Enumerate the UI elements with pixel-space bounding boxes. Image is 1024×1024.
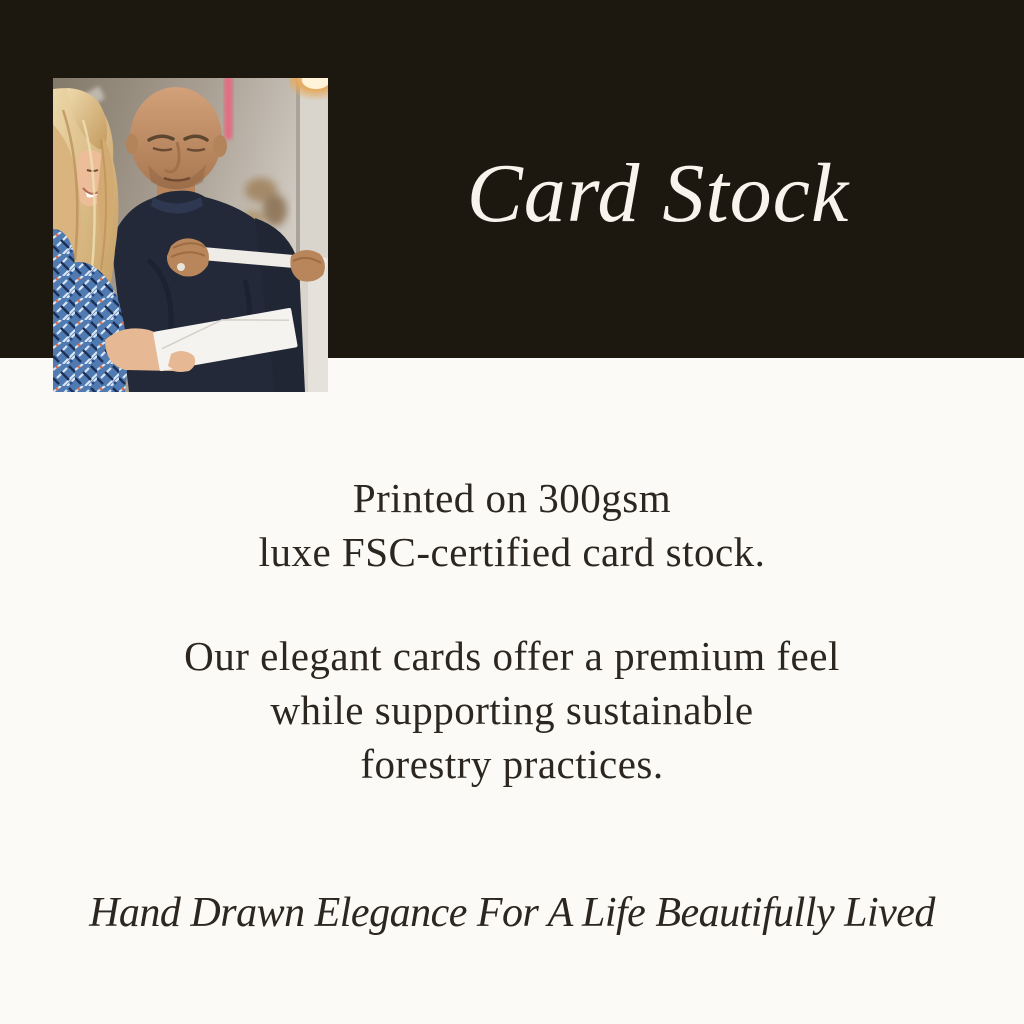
body-line: Printed on 300gsm xyxy=(352,475,672,521)
body-line: luxe FSC-certified card stock. xyxy=(258,529,766,575)
paragraph-card-stock xyxy=(0,471,1024,579)
pink-candle xyxy=(224,78,233,140)
paragraph-sustainability xyxy=(0,629,1024,791)
body-line: forestry practices. xyxy=(360,741,664,787)
brand-tagline: Hand Drawn Elegance For A Life Beautifully Lived xyxy=(89,890,935,936)
hero-photo xyxy=(53,78,328,392)
body-line: Our elegant cards offer a premium feel xyxy=(184,633,840,679)
body-line: while supporting sustainable xyxy=(270,687,754,733)
section-title: Card Stock xyxy=(466,147,850,240)
body-copy xyxy=(0,471,1024,791)
